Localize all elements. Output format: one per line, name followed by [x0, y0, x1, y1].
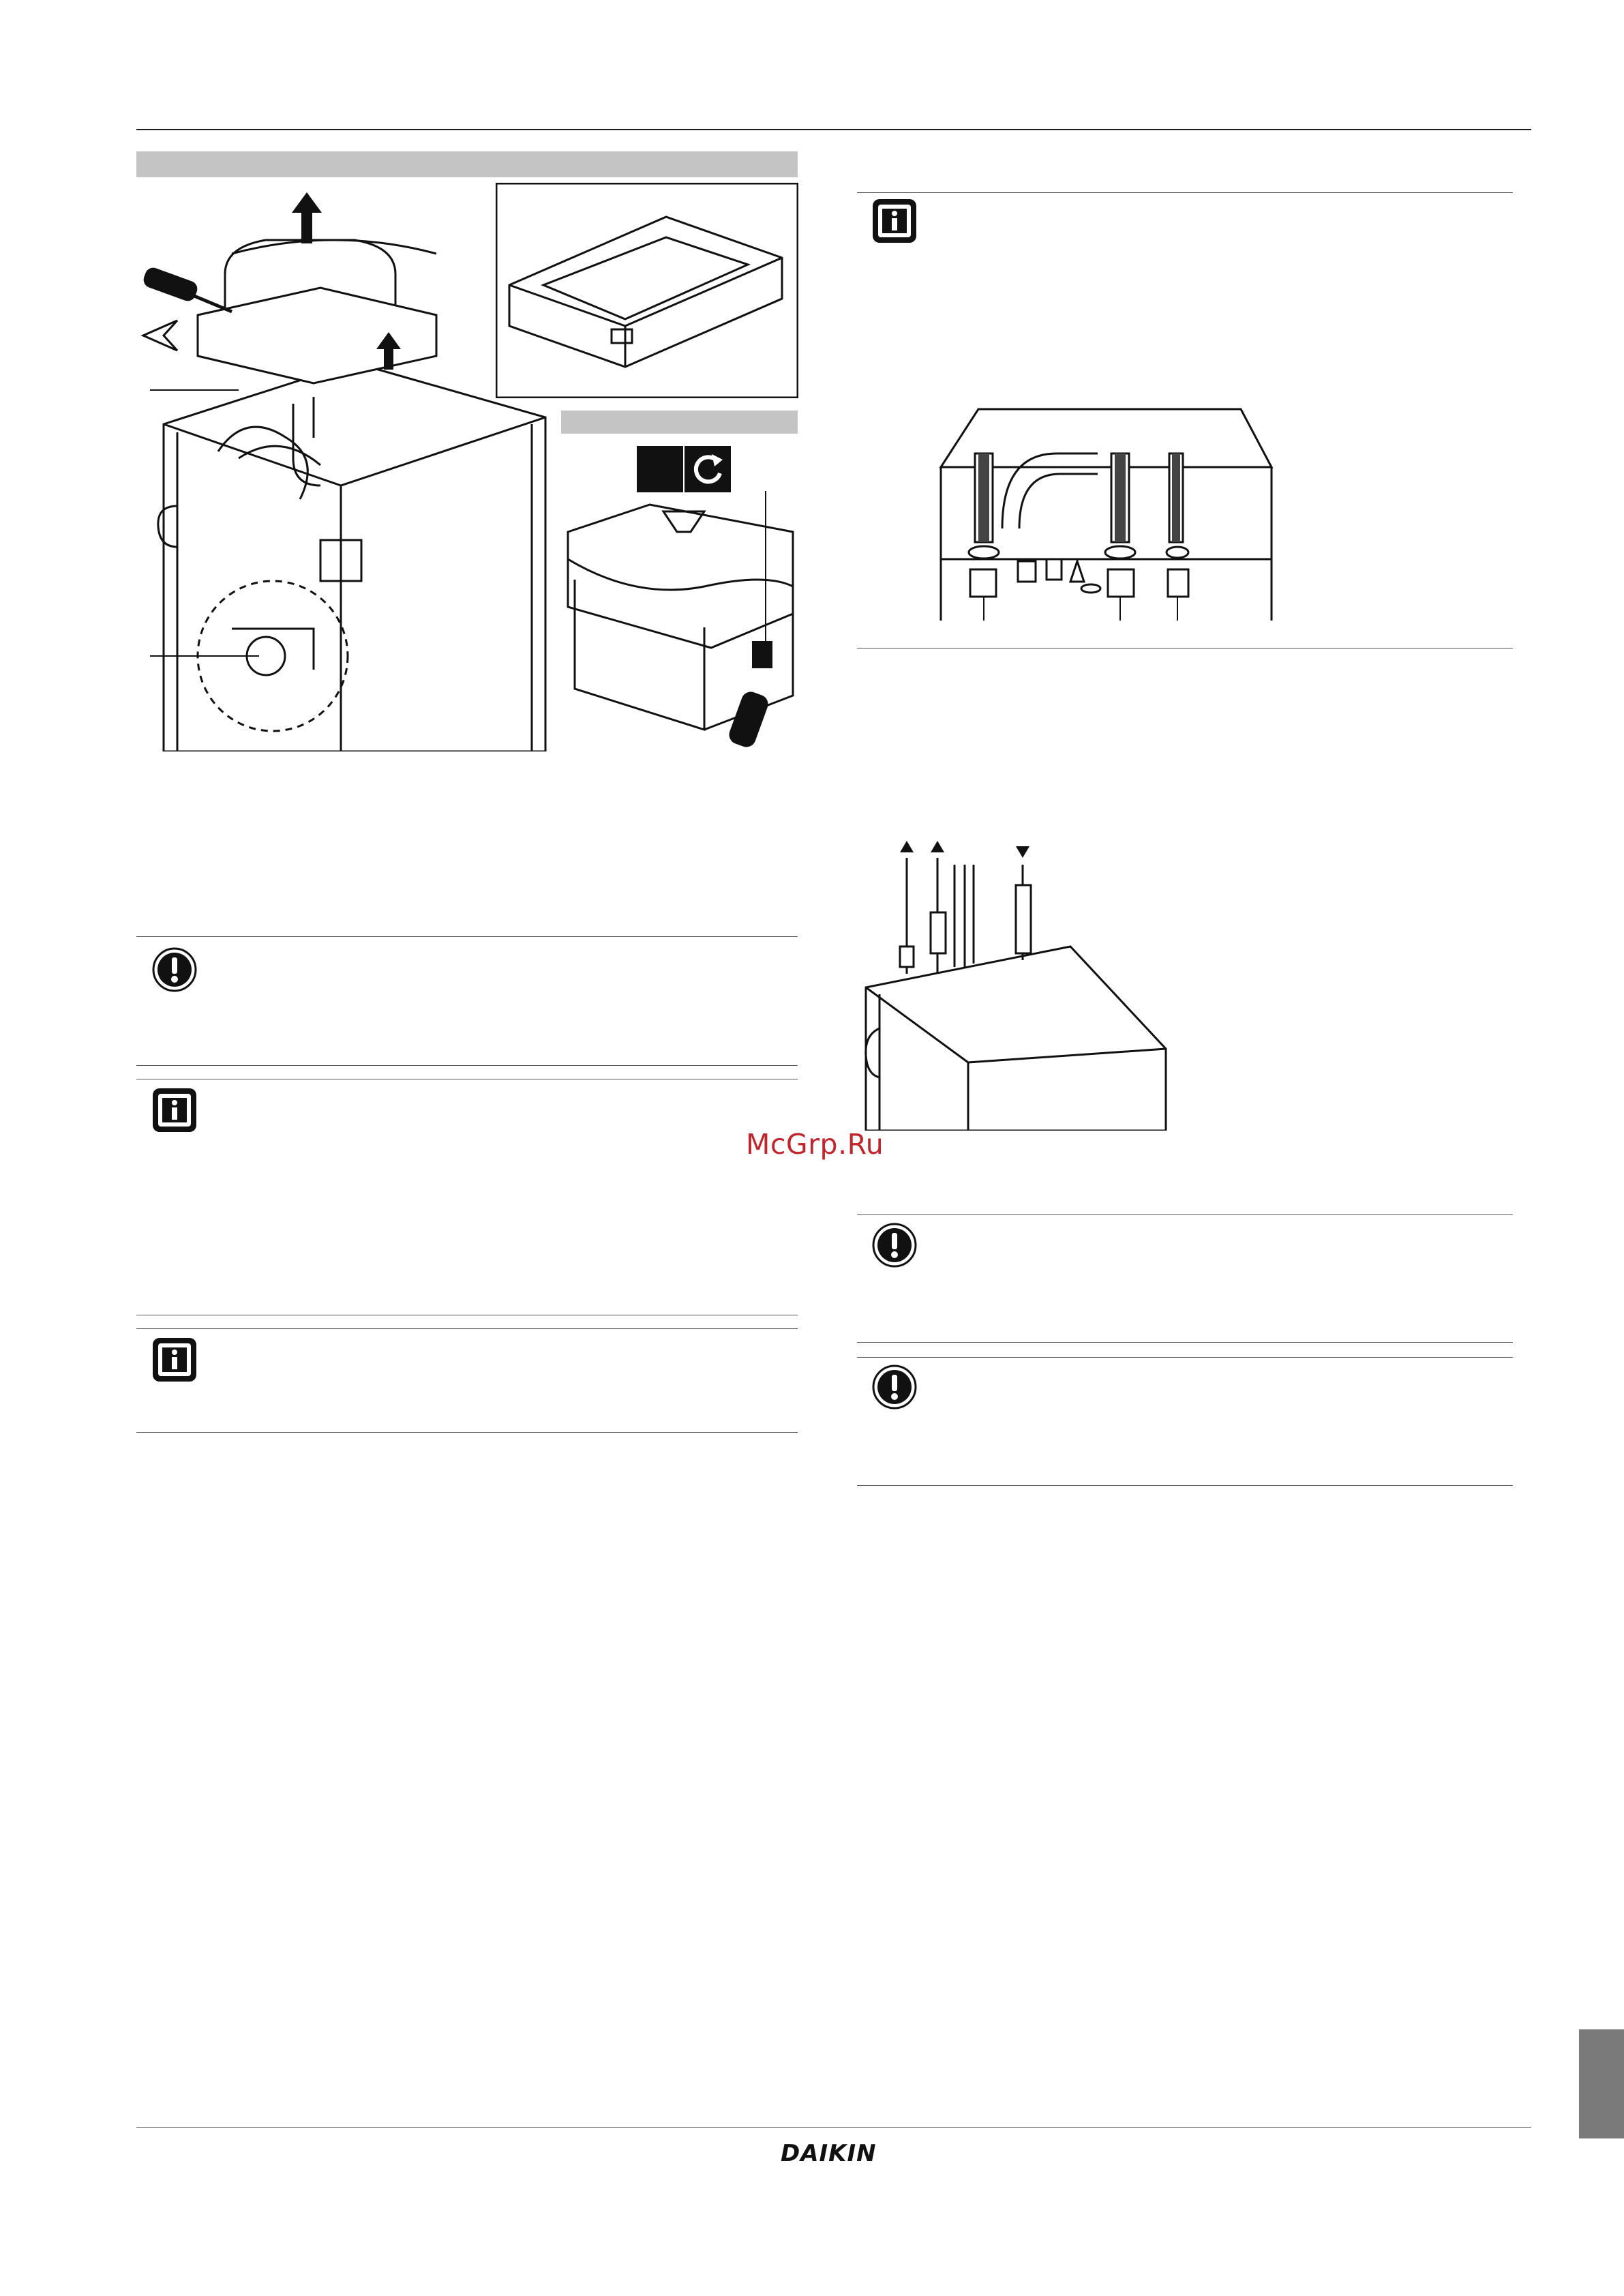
- rotate-arrow-icon: [685, 446, 731, 492]
- figure-unit-pipe-directions: [845, 837, 1173, 1131]
- header-rule: [136, 129, 1531, 130]
- exclamation-icon: [871, 1222, 918, 1272]
- info-icon: [151, 1087, 198, 1137]
- side-chapter-tab: [1579, 2029, 1624, 2138]
- figure-foam-insert-detail: [496, 183, 798, 398]
- notice-rule-top: [857, 192, 1513, 193]
- notice-rule-bottom: [136, 1065, 798, 1066]
- section-bar-left: [136, 151, 798, 177]
- arrow-up-icon: [292, 192, 322, 243]
- arrow-up-icon: [900, 841, 914, 852]
- arrow-down-icon: [1016, 846, 1029, 858]
- info-icon: [151, 1337, 198, 1386]
- exclamation-icon: [151, 946, 198, 996]
- section-bar-small: [561, 411, 798, 434]
- notice-rule-top: [136, 936, 798, 937]
- footer-rule: [136, 2127, 1531, 2128]
- daikin-logo: DAIKIN: [781, 2140, 877, 2167]
- info-icon: [871, 198, 918, 248]
- notice-rule-bottom: [857, 1342, 1513, 1343]
- figure-unit-top-with-tool: [561, 491, 800, 757]
- arrow-up-icon: [931, 841, 944, 852]
- notice-rule-top: [136, 1328, 798, 1329]
- stop-square-icon: [637, 446, 683, 492]
- exclamation-icon: [871, 1364, 918, 1414]
- figure-pipe-connections: [937, 406, 1278, 621]
- notice-rule-top: [857, 1214, 1513, 1215]
- notice-rule-bottom: [857, 1485, 1513, 1486]
- notice-rule-bottom: [136, 1432, 798, 1433]
- watermark-text: McGrp.Ru: [746, 1128, 884, 1161]
- notice-rule-top: [857, 1357, 1513, 1358]
